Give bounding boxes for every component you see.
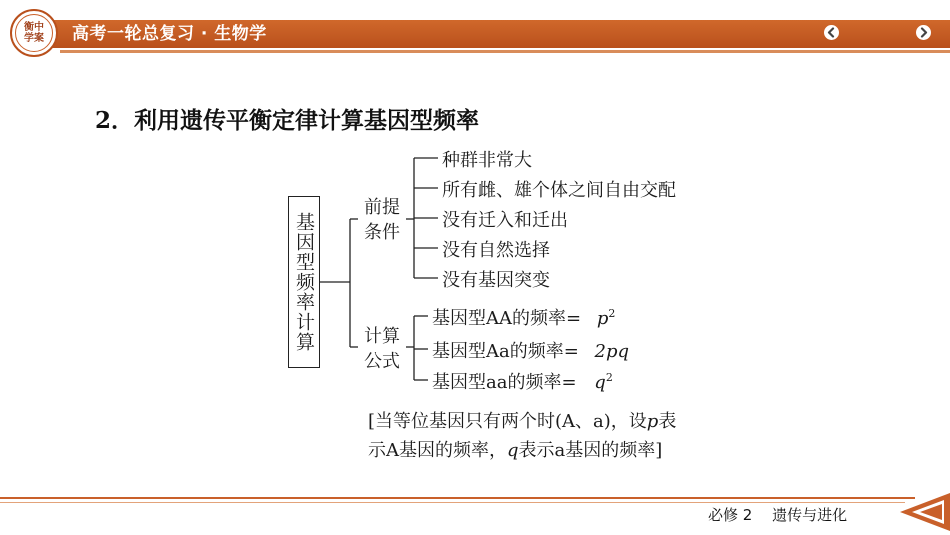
formula-text: 基因型Aa的频率= [432, 341, 579, 362]
note-var-p: p [646, 411, 659, 432]
formula-value: q [594, 372, 606, 393]
note-text [368, 407, 676, 465]
premise-item: 没有基因突变 [442, 270, 550, 291]
premise-item: 没有自然选择 [442, 240, 550, 261]
formula-label-line-2: 公式 [364, 351, 400, 372]
note-part: 表示a基因的频率] [518, 440, 663, 461]
premise-item: 没有迁入和迁出 [442, 210, 568, 231]
formula-aa-hetero [432, 337, 629, 363]
header-title: 高考一轮总复习 · 生物学 [72, 24, 267, 44]
formula-value: 2pq [594, 341, 630, 362]
formula-exponent: 2 [605, 371, 613, 384]
formula-exponent: 2 [608, 307, 616, 320]
premise-item: 所有雌、雄个体之间自由交配 [442, 180, 676, 201]
premise-label [364, 195, 400, 245]
formula-label-line-1: 计算 [364, 326, 400, 347]
formula-text: 基因型aa的频率= [432, 372, 577, 393]
note-part: [当等位基因只有两个时(A、a)，设 [368, 411, 647, 432]
premise-label-line-2: 条件 [364, 222, 400, 243]
note-line-2 [368, 436, 676, 465]
footer-divider [0, 497, 915, 499]
premise-label-line-1: 前提 [364, 197, 400, 218]
logo-text-2: 学案 [24, 33, 44, 44]
note-line-1 [368, 407, 676, 436]
back-arrow-icon[interactable] [898, 493, 950, 531]
formula-text: 基因型AA的频率= [432, 308, 582, 329]
formula-aa-dominant [432, 304, 615, 330]
footer-divider-thin [0, 502, 905, 503]
note-part: 示A基因的频率， [368, 440, 507, 461]
formula-aa-recessive [432, 368, 613, 394]
root-label: 基因型频率计算 [293, 212, 315, 352]
logo-text-1: 衡中 [24, 22, 44, 33]
note-var-q: q [507, 440, 519, 461]
formula-value: p [596, 308, 609, 329]
footer-label: 必修 2 遗传与进化 [708, 506, 848, 524]
root-node [288, 196, 320, 368]
formula-label [364, 324, 400, 374]
note-part: 表 [658, 411, 677, 432]
section-heading: 2．利用遗传平衡定律计算基因型频率 [95, 107, 480, 134]
premise-item: 种群非常大 [442, 150, 532, 171]
